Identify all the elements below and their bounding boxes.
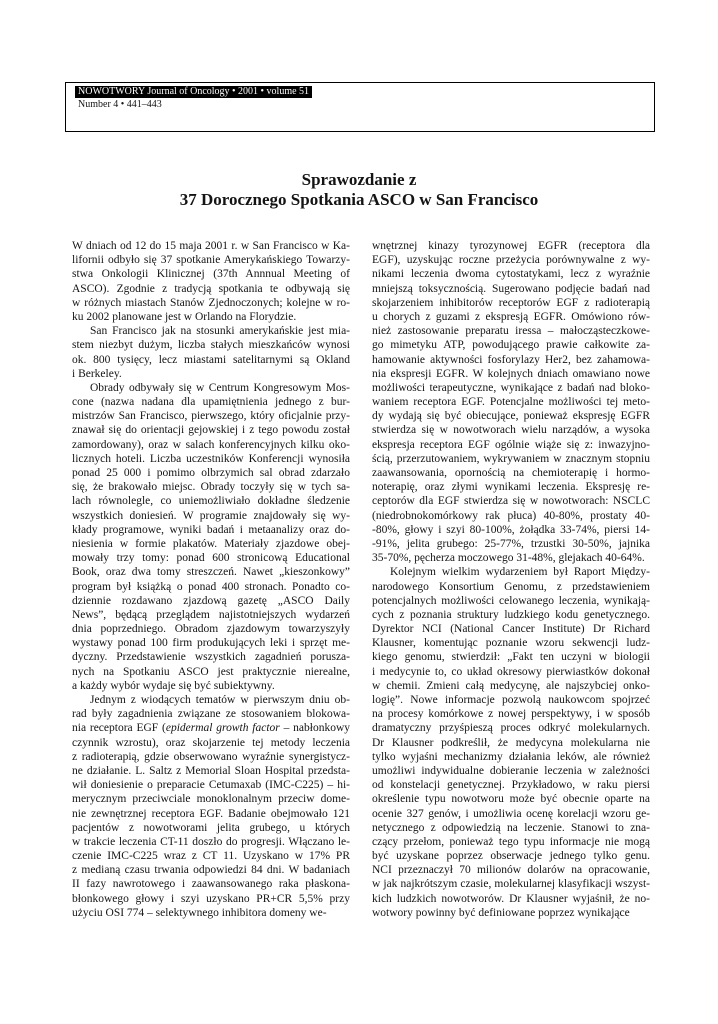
left-column-line: zamordowany), oraz w salach konferencyjnych kilku oko- <box>72 438 350 451</box>
right-column-line: od konstelacji genetycznej. Przykładowo, w raku piersi <box>372 779 650 792</box>
right-column-line: waniem receptora EGF. Potencjalne możliwości tej meto- <box>372 396 650 409</box>
left-column-line: ASCO). Zgodnie z tradycją spotkania te odbywają się <box>72 282 350 295</box>
left-column-line: nia receptora EGF (epidermal growth factor – nabłonkowy <box>72 722 350 735</box>
right-column-line: mniejszą toksycznością. Sugerowano podjęcie badań nad <box>372 282 650 295</box>
left-column-line: nych na Spotkaniu ASCO jest praktycznie nierealne, <box>72 665 350 678</box>
right-column-line: wnętrznej kinazy tyrozynowej EGFR (receptora dla <box>372 240 650 252</box>
right-column-line: na procesy komórkowe z nowej perspektywy, i w sposób <box>372 708 650 721</box>
right-column-line: czący przełom, ponieważ tego typu informacje nie mogą <box>372 835 650 848</box>
right-column-line: być uzyskane poprzez obserwacje jednego tylko genu. <box>372 850 650 863</box>
left-column-line: użyciu OSI 774 – selektywnego inhibitora domeny we- <box>72 906 327 919</box>
right-column-line: nia ekspresji EGFR. W kolejnych dniach omawiano nowe <box>372 367 650 380</box>
left-column-line: News”, będącą przeglądem najistotniejszych wydarzeń <box>72 608 350 621</box>
right-column-line: potencjalnych możliwości celowanego leczenia, wynikają- <box>372 594 650 607</box>
left-column-line: Jednym z wiodących tematów w pierwszym dniu ob- <box>90 694 350 706</box>
right-column-line: (niedrobnokomórkowy rak płuca) 40-80%, prostaty 40- <box>372 509 650 522</box>
journal-header-box <box>65 82 655 132</box>
left-column-line: W dniach od 12 do 15 maja 2001 r. w San Francisco w Ka- <box>72 240 350 252</box>
left-column-line: wszystkich doniesień. W programie znajdowały się wy- <box>72 509 350 522</box>
right-column-line: stwierdza się w nowotworach wielu narządów, a wysoka <box>372 424 650 437</box>
left-column-line: licznych hoteli. Liczba uczestników Konferencji wynosiła <box>72 452 350 465</box>
right-column-line: możliwości terapeutyczne, wynikające z badań nad bloko- <box>372 381 650 394</box>
right-column-line: określenie typu nowotworu może być obecnie oparte na <box>372 793 650 806</box>
left-column-line: stwa Onkologii Klinicznej (37th Annnual Meeting of <box>72 268 350 281</box>
right-column-line: Dr Klausner podkreślił, że medycyna molekularna nie <box>372 736 650 749</box>
right-column-line: kiego genomu, stwierdził: „Fakt ten uczyni w biologii <box>372 651 650 664</box>
left-column-line: mistrzów San Francisco, pierwszego, który oficjalnie przy- <box>72 410 350 423</box>
right-column-line: dramatyczny przyśpieszą proces odkryć molekularnych. <box>372 722 650 735</box>
right-column-line: Klausner, komentując poznanie wzoru sekwencji ludz- <box>372 637 650 650</box>
right-column-line: ceptorów dla EGF stwierdza się w nowotworach: NSCLC <box>372 495 650 508</box>
left-column-line: w trakcie leczenia CT-11 doszło do progresji. Włączano le- <box>72 835 350 848</box>
left-column-line: i Berkeley. <box>72 367 122 380</box>
left-column-line: merycznym przeciwciale monoklonalnym przeciw dome- <box>72 793 350 806</box>
right-column-line: umożliwi indywidualne dobieranie leczenia w zależności <box>372 764 650 777</box>
right-column-line: logię”. Nowe informacje pozwolą naukowcom spojrzeć <box>372 694 650 706</box>
left-column-line: nie zewnętrznej receptora EGF. Badanie obejmowało 121 <box>72 807 350 820</box>
left-column-line: pacjentów z nowotworami jelita grubego, u których <box>72 821 350 834</box>
right-column-line: u chorych z guzami z ekspresją EGFR. Omówiono rów- <box>372 310 650 323</box>
left-column-line: San Francisco jak na stosunki amerykańskie jest mia- <box>90 325 350 338</box>
right-column-line: go mimetyku ATP, powodującego prawie całkowite za- <box>372 339 650 352</box>
left-column-line: znawał się do orientacji gejowskiej i z tego powodu został <box>72 424 350 437</box>
left-column-line: z radioterapią, gdzie obserwowano wyraźnie synergistycz- <box>72 750 350 763</box>
right-column-line: zaawansowania, opornością na chemioterapię i hormo- <box>372 467 650 479</box>
left-column-line: Obrady odbywały się w Centrum Kongresowym Mos- <box>90 381 350 394</box>
right-column-line: NCI przeznaczył 70 milionów dolarów na opracowanie, <box>372 864 650 877</box>
article-title <box>0 170 718 210</box>
left-column-line: stem niezbyt dużym, liczba stałych mieszkańców wynosi <box>72 339 350 352</box>
left-column-line: Book, oraz dwa tomy streszczeń. Nawet „kieszonkowy” <box>72 566 350 579</box>
right-column-line: w chemii. Zmieni całą medycynę, ale najszybciej onko- <box>372 679 650 692</box>
right-column-line: ścią, przerzutowaniem, wykrywaniem w znacznym stopniu <box>372 452 650 465</box>
right-column-line: i medycynie to, co układ okresowy pierwiastków dokonał <box>372 665 650 678</box>
right-column-line: EGF), uzyskując roczne przeżycia porównywalne z wy- <box>372 254 650 267</box>
right-column-line: cych z poznania struktury ludzkiego kodu genetycznego. <box>372 608 650 621</box>
left-column-line: niesienia w formie plakatów. Materiały zjazdowe obej- <box>72 537 350 550</box>
right-column-line: 35-70%, pęcherza moczowego 31-48%, glejakach 40-64%. <box>372 552 645 565</box>
left-column-line: a każdy wybór wydaje się być subiektywny. <box>72 679 275 692</box>
right-column-line: nikami leczenia dwoma cytostatykami, lecz z wyraźnie <box>372 268 650 281</box>
left-column-line: dyczny. Przedstawienie wszystkich zagadnień porusza- <box>72 651 350 664</box>
left-column-line: ku 2002 planowane jest w Orlando na Florydzie. <box>72 310 297 323</box>
left-column-line: II fazy nawrotowego i zaawansowanego raka płaskona- <box>72 878 350 891</box>
left-column-line: wił doniesienie o preparacie Cetumaxab (IMC-C225) – hi- <box>72 779 350 792</box>
left-column-line: w różnych miastach Stanów Zjednoczonych; kolejne w ro- <box>72 296 350 309</box>
right-column-line: kich ludzkich nowotworów. Dr Klausner wyjaśnił, że no- <box>372 892 650 905</box>
left-column-line: ne działanie. L. Saltz z Memorial Sloan Hospital przedsta- <box>72 764 350 777</box>
article-title-line-1: Sprawozdanie z <box>301 170 417 189</box>
left-column-line: z medianą czasu trwania odpowiedzi 84 dni. W badaniach <box>72 864 350 877</box>
right-column-line: skojarzeniem inhibitorów receptorów EGF z radioterapią <box>372 296 650 309</box>
left-column-line: lach równolegle, co uniemożliwiało dokładne śledzenie <box>72 495 350 508</box>
left-column-line: dziennie rozdawano zjazdową gazetę „ASCO Daily <box>72 594 350 607</box>
left-column-line: mowały trzy tomy: ponad 600 stronicową Educational <box>72 552 350 565</box>
left-column-line: się, że brakowało miejsc. Obrady toczyły się w tych sa- <box>72 481 350 494</box>
right-column-line: noterapię, oraz złymi wynikami leczenia. Ekspresję re- <box>372 481 650 494</box>
left-column-line: ok. 800 tysięcy, lecz miastami satelitarnymi są Okland <box>72 353 350 366</box>
left-column-line: błonkowego głowy i szyi uzyskano PR+CR 5,5% przy <box>72 892 350 905</box>
left-column-line: program był książką o ponad 400 stronach. Ponadto co- <box>72 580 350 593</box>
right-column-line: dy wydają się być obiecujące, ponieważ ekspresję EGFR <box>372 410 650 423</box>
left-column-line: czenie IMC-C225 wraz z CT 11. Uzyskano w 17% PR <box>72 850 350 863</box>
right-column-line: w jak najkrótszym czasie, molekularnej klasyfikacji wszyst- <box>372 878 650 891</box>
article-title-line-2: 37 Dorocznego Spotkania ASCO w San Francisco <box>179 190 539 209</box>
right-column-line: Dyrektor NCI (National Cancer Institute) Dr Richard <box>372 623 650 636</box>
right-text-column <box>372 239 650 920</box>
right-column-line: -91%, jelita grubego: 25-77%, trzustki 30-50%, jajnika <box>372 537 650 550</box>
left-column-line: rad były zagadnienia związane ze stosowaniem blokowa- <box>72 708 350 721</box>
right-column-line: narodowego Konsortium Genomu, z przedstawieniem <box>372 580 650 593</box>
right-column-line: netycznego z odpowiedzią na leczenie. Stanowi to zna- <box>372 821 650 834</box>
left-column-line: kłady programowe, wyniki badań i metaanalizy oraz do- <box>72 523 350 536</box>
left-column-line: dnia poprzedniego. Obradom zjazdowym towarzyszyły <box>72 623 350 636</box>
right-column-line: Kolejnym wielkim wydarzeniem był Raport Między- <box>390 566 650 579</box>
journal-name-banner: NOWOTWORY Journal of Oncology • 2001 • volume 51 <box>75 86 312 98</box>
left-column-line: wystawy ponad 100 firm produkujących leki i sprzęt me- <box>72 637 350 650</box>
left-text-column <box>72 239 350 920</box>
left-column-line: ponad 25 000 i pomimo olbrzymich sal obrad zdarzało <box>72 467 350 479</box>
left-column-line: lifornii odbyło się 37 spotkanie Amerykańskiego Towarzy- <box>72 254 350 267</box>
right-column-line: ocenie 327 genów, i umożliwia ocenę korelacji wzoru ge- <box>372 807 650 820</box>
right-column-line: ekspresja receptora EGF ogólnie wiąże się z: inwazyjno- <box>372 438 650 451</box>
right-column-line: -80%, głowy i szyi 80-100%, żołądka 33-74%, piersi 14- <box>372 523 650 536</box>
italic-phrase: epidermal growth factor <box>165 722 280 735</box>
issue-pages: Number 4 • 441–443 <box>78 99 162 110</box>
right-column-line: nież zastosowanie preparatu iressa – małocząsteczkowe- <box>372 325 650 338</box>
right-column-line: tylko wyjaśni mechanizmy działania leków, ale również <box>372 750 650 763</box>
right-column-line: hamowanie aktywności fosforylazy Her2, bez zahamowa- <box>372 353 650 366</box>
right-column-line: wotwory powinny być definiowane poprzez wynikające <box>372 906 630 919</box>
left-column-line: cone (nazwa nadana dla upamiętnienia jednego z bur- <box>72 396 350 409</box>
left-column-line: czynnik wzrostu), oraz skojarzenie tej metody leczenia <box>72 736 350 749</box>
